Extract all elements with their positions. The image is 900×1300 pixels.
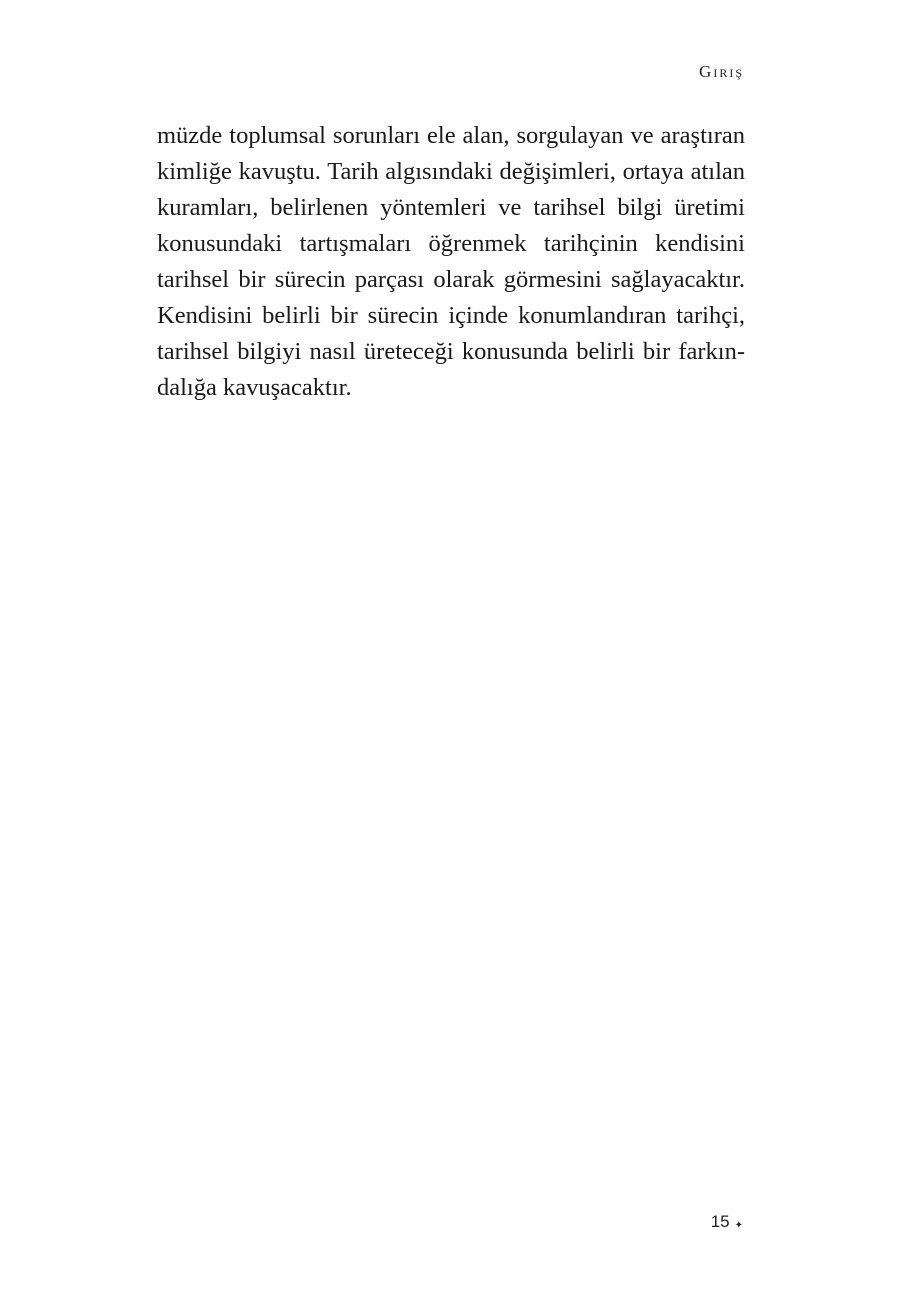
running-header: Giriş	[699, 62, 744, 81]
body-paragraph	[157, 118, 745, 406]
page-footer	[711, 1212, 743, 1232]
text-line: dalığa kavuşacaktır.	[157, 374, 352, 401]
four-point-star-icon: ✦	[734, 1219, 743, 1231]
text-line: konusundaki tartışmaları öğrenmek tarihçinin kendisini	[157, 230, 745, 257]
text-line: tarihsel bir sürecin parçası olarak görmesini sağlayacaktır.	[157, 266, 745, 293]
text-line: kuramları, belirlenen yöntemleri ve tarihsel bilgi üretimi	[157, 194, 745, 221]
text-line: kimliğe kavuştu. Tarih algısındaki değişimleri, ortaya atılan	[157, 158, 745, 185]
text-line: müzde toplumsal sorunları ele alan, sorgulayan ve araştıran	[157, 122, 745, 149]
text-line: tarihsel bilgiyi nasıl üreteceği konusunda belirli bir farkın-	[157, 338, 745, 365]
page-number: 15	[710, 1212, 730, 1231]
text-line: Kendisini belirli bir sürecin içinde konumlandıran tarihçi,	[157, 302, 745, 329]
